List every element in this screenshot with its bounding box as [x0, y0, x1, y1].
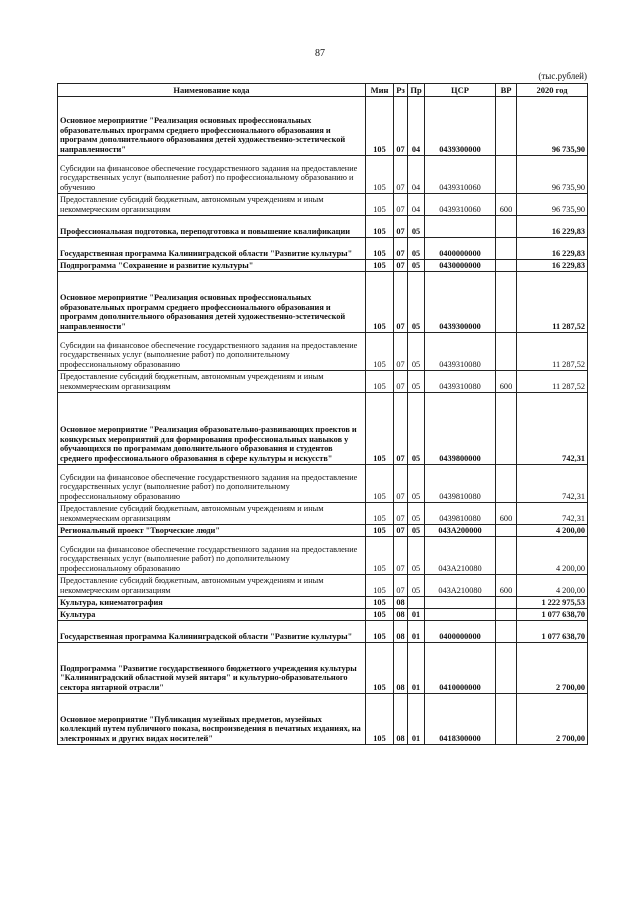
- header-vr: ВР: [496, 84, 517, 97]
- table-row: [58, 156, 588, 194]
- row-vr: 600: [496, 371, 517, 393]
- row-name: Профессиональная подготовка, переподготовка и повышение квалификации: [58, 216, 366, 238]
- row-csr: 0410000000: [425, 643, 496, 694]
- row-vr: [496, 260, 517, 272]
- row-min: 105: [366, 371, 394, 393]
- page-number: 87: [315, 48, 325, 59]
- row-rz: 07: [394, 238, 408, 260]
- row-pr: 01: [408, 609, 425, 621]
- row-vr: [496, 537, 517, 575]
- row-amount: 96 735,90: [517, 97, 588, 156]
- row-name: Культура: [58, 609, 366, 621]
- table-row: [58, 238, 588, 260]
- row-min: 105: [366, 238, 394, 260]
- row-min: 105: [366, 575, 394, 597]
- row-rz: 08: [394, 621, 408, 643]
- row-amount: 16 229,83: [517, 260, 588, 272]
- row-csr: 0439300000: [425, 272, 496, 333]
- row-csr: 0439310060: [425, 194, 496, 216]
- row-rz: 07: [394, 156, 408, 194]
- row-pr: 05: [408, 537, 425, 575]
- table-row: [58, 694, 588, 745]
- row-rz: 08: [394, 609, 408, 621]
- row-csr: 043A210080: [425, 537, 496, 575]
- row-pr: 01: [408, 643, 425, 694]
- row-csr: 0439810080: [425, 465, 496, 503]
- row-min: 105: [366, 260, 394, 272]
- row-csr: 0430000000: [425, 260, 496, 272]
- row-rz: 08: [394, 694, 408, 745]
- table-row: [58, 260, 588, 272]
- row-rz: 07: [394, 260, 408, 272]
- row-csr: [425, 216, 496, 238]
- row-min: 105: [366, 465, 394, 503]
- row-amount: 1 077 638,70: [517, 609, 588, 621]
- table-row: [58, 371, 588, 393]
- row-min: 105: [366, 643, 394, 694]
- row-vr: [496, 216, 517, 238]
- header-year: 2020 год: [517, 84, 588, 97]
- table-row: [58, 97, 588, 156]
- row-vr: [496, 621, 517, 643]
- row-amount: 2 700,00: [517, 694, 588, 745]
- header-csr: ЦСР: [425, 84, 496, 97]
- row-min: 105: [366, 609, 394, 621]
- row-pr: 05: [408, 216, 425, 238]
- table-row: [58, 503, 588, 525]
- row-pr: [408, 597, 425, 609]
- row-name: Предоставление субсидий бюджетным, автономным учреждениям и иным некоммерческим организациям: [58, 371, 366, 393]
- row-vr: [496, 525, 517, 537]
- row-min: 105: [366, 537, 394, 575]
- row-name: Предоставление субсидий бюджетным, автономным учреждениям и иным некоммерческим организациям: [58, 575, 366, 597]
- row-vr: [496, 465, 517, 503]
- row-rz: 07: [394, 333, 408, 371]
- table-row: [58, 465, 588, 503]
- row-rz: 07: [394, 575, 408, 597]
- row-vr: [496, 333, 517, 371]
- row-amount: 4 200,00: [517, 525, 588, 537]
- row-pr: 05: [408, 238, 425, 260]
- units-label: (тыс.рублей): [538, 71, 587, 81]
- row-rz: 07: [394, 97, 408, 156]
- row-name: Субсидии на финансовое обеспечение государственного задания на предоставление государственных услуг (выполнение работ) по дополнительному профессиональному образованию: [58, 465, 366, 503]
- row-name: Государственная программа Калининградской области "Развитие культуры": [58, 621, 366, 643]
- row-name: Предоставление субсидий бюджетным, автономным учреждениям и иным некоммерческим организациям: [58, 194, 366, 216]
- row-min: 105: [366, 597, 394, 609]
- row-pr: 01: [408, 694, 425, 745]
- row-vr: [496, 597, 517, 609]
- row-vr: 600: [496, 503, 517, 525]
- row-vr: [496, 97, 517, 156]
- row-pr: 05: [408, 260, 425, 272]
- table-row: [58, 525, 588, 537]
- row-csr: 0439310080: [425, 371, 496, 393]
- row-csr: 0439800000: [425, 393, 496, 465]
- row-pr: 04: [408, 97, 425, 156]
- table-row: [58, 393, 588, 465]
- row-csr: 0400000000: [425, 621, 496, 643]
- row-min: 105: [366, 393, 394, 465]
- header-pr: Пр: [408, 84, 425, 97]
- header-name: Наименование кода: [58, 84, 366, 97]
- row-min: 105: [366, 272, 394, 333]
- row-name: Субсидии на финансовое обеспечение государственного задания на предоставление государственных услуг (выполнение работ) по дополнительному профессиональному образованию: [58, 537, 366, 575]
- row-amount: 742,31: [517, 503, 588, 525]
- row-vr: [496, 272, 517, 333]
- row-min: 105: [366, 694, 394, 745]
- row-amount: 11 287,52: [517, 272, 588, 333]
- row-csr: 043A200000: [425, 525, 496, 537]
- row-csr: 043A210080: [425, 575, 496, 597]
- row-amount: 11 287,52: [517, 333, 588, 371]
- row-pr: 05: [408, 393, 425, 465]
- row-name: Основное мероприятие "Публикация музейных предметов, музейных коллекций путем публичного показа, воспроизведения в печатных изданиях, на электронных и других видах носителей": [58, 694, 366, 745]
- row-min: 105: [366, 621, 394, 643]
- row-min: 105: [366, 503, 394, 525]
- row-pr: 05: [408, 575, 425, 597]
- row-name: Основное мероприятие "Реализация основных профессиональных образовательных программ среднего профессионального образования и программ дополнительного образования детей художественно-эстетической направленности": [58, 272, 366, 333]
- table-row: [58, 643, 588, 694]
- table-header-row: [58, 84, 588, 97]
- table-row: [58, 272, 588, 333]
- row-name: Государственная программа Калининградской области "Развитие культуры": [58, 238, 366, 260]
- table-row: [58, 537, 588, 575]
- row-csr: 0439810080: [425, 503, 496, 525]
- table-row: [58, 621, 588, 643]
- row-csr: [425, 609, 496, 621]
- row-vr: [496, 393, 517, 465]
- row-csr: 0439300000: [425, 97, 496, 156]
- row-pr: 04: [408, 194, 425, 216]
- row-pr: 05: [408, 525, 425, 537]
- table-row: [58, 609, 588, 621]
- row-name: Предоставление субсидий бюджетным, автономным учреждениям и иным некоммерческим организациям: [58, 503, 366, 525]
- row-pr: 05: [408, 371, 425, 393]
- row-min: 105: [366, 97, 394, 156]
- row-amount: 96 735,90: [517, 194, 588, 216]
- row-name: Культура, кинематография: [58, 597, 366, 609]
- row-amount: 2 700,00: [517, 643, 588, 694]
- row-pr: 04: [408, 156, 425, 194]
- row-name: Субсидии на финансовое обеспечение государственного задания на предоставление государственных услуг (выполнение работ) по профессиональному образованию и обучению: [58, 156, 366, 194]
- row-rz: 07: [394, 216, 408, 238]
- row-rz: 07: [394, 393, 408, 465]
- row-name: Основное мероприятие "Реализация образовательно-развивающих проектов и конкурсных мероприятий для формирования профессиональных навыков у обучающихся по программам дополнительного образования и студентов среднего профессионального образования в сфере культуры и искусств": [58, 393, 366, 465]
- row-vr: [496, 238, 517, 260]
- row-min: 105: [366, 525, 394, 537]
- row-name: Подпрограмма "Развитие государственного бюджетного учреждения культуры "Калининградский областной музей янтаря" и культурно-образовательного сектора янтарной отрасли": [58, 643, 366, 694]
- row-min: 105: [366, 156, 394, 194]
- table-row: [58, 575, 588, 597]
- table-row: [58, 194, 588, 216]
- row-vr: [496, 694, 517, 745]
- row-vr: [496, 609, 517, 621]
- row-rz: 07: [394, 537, 408, 575]
- row-vr: 600: [496, 194, 517, 216]
- row-pr: 05: [408, 272, 425, 333]
- row-amount: 11 287,52: [517, 371, 588, 393]
- row-name: Субсидии на финансовое обеспечение государственного задания на предоставление государственных услуг (выполнение работ) по дополнительному профессиональному образованию: [58, 333, 366, 371]
- row-pr: 01: [408, 621, 425, 643]
- budget-table: [57, 83, 588, 745]
- row-vr: 600: [496, 575, 517, 597]
- row-rz: 07: [394, 272, 408, 333]
- header-min: Мин: [366, 84, 394, 97]
- row-name: Региональный проект "Творческие люди": [58, 525, 366, 537]
- row-rz: 07: [394, 503, 408, 525]
- table-row: [58, 597, 588, 609]
- row-csr: 0439310060: [425, 156, 496, 194]
- row-rz: 07: [394, 525, 408, 537]
- row-csr: 0439310080: [425, 333, 496, 371]
- row-csr: [425, 597, 496, 609]
- row-amount: 4 200,00: [517, 537, 588, 575]
- table-row: [58, 216, 588, 238]
- row-name: Основное мероприятие "Реализация основных профессиональных образовательных программ среднего профессионального образования и программ дополнительного образования детей художественно-эстетической направленности": [58, 97, 366, 156]
- row-amount: 96 735,90: [517, 156, 588, 194]
- row-pr: 05: [408, 465, 425, 503]
- row-amount: 1 077 638,70: [517, 621, 588, 643]
- row-csr: 0400000000: [425, 238, 496, 260]
- row-rz: 08: [394, 643, 408, 694]
- header-rz: Рз: [394, 84, 408, 97]
- row-vr: [496, 156, 517, 194]
- row-pr: 05: [408, 503, 425, 525]
- row-name: Подпрограмма "Сохранение и развитие культуры": [58, 260, 366, 272]
- row-amount: 1 222 975,53: [517, 597, 588, 609]
- row-csr: 0418300000: [425, 694, 496, 745]
- row-amount: 16 229,83: [517, 238, 588, 260]
- table-row: [58, 333, 588, 371]
- row-rz: 07: [394, 194, 408, 216]
- row-rz: 07: [394, 465, 408, 503]
- row-rz: 07: [394, 371, 408, 393]
- row-amount: 16 229,83: [517, 216, 588, 238]
- row-amount: 4 200,00: [517, 575, 588, 597]
- row-amount: 742,31: [517, 393, 588, 465]
- row-min: 105: [366, 333, 394, 371]
- row-vr: [496, 643, 517, 694]
- row-pr: 05: [408, 333, 425, 371]
- row-min: 105: [366, 194, 394, 216]
- row-min: 105: [366, 216, 394, 238]
- row-amount: 742,31: [517, 465, 588, 503]
- row-rz: 08: [394, 597, 408, 609]
